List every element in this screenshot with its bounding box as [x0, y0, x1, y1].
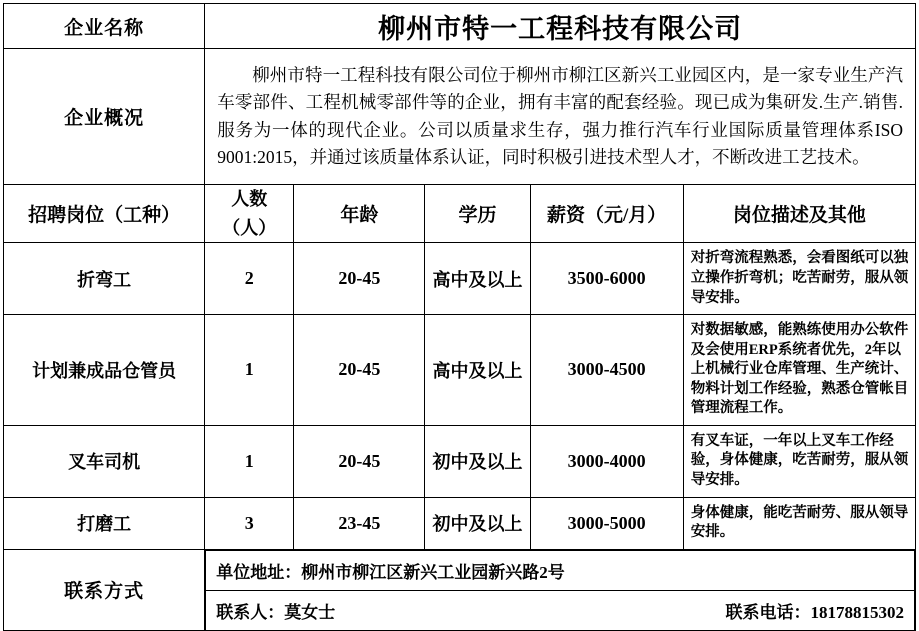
job-description-cell	[683, 315, 915, 426]
job-description-cell	[683, 425, 915, 497]
contact-address-row	[206, 550, 915, 590]
job-salary-cell	[530, 425, 683, 497]
job-count-cell	[205, 497, 294, 549]
header-position-cell	[4, 185, 205, 243]
job-position: 计划兼成品仓管员	[32, 360, 177, 381]
job-count-cell	[205, 425, 294, 497]
job-description: 身体健康，能吃苦耐劳、服从领导安排。	[690, 504, 909, 541]
job-position: 叉车司机	[68, 452, 141, 473]
company-overview-cell	[205, 49, 916, 185]
job-position-cell	[4, 315, 205, 426]
recruitment-flyer	[0, 3, 919, 622]
job-education-cell	[425, 243, 530, 315]
job-description-cell	[683, 243, 915, 315]
job-education: 高中及以上	[432, 360, 523, 381]
label-company-name-cell	[4, 4, 205, 49]
job-salary: 3000-5000	[567, 512, 646, 533]
job-count: 2	[244, 268, 254, 289]
job-count: 3	[244, 512, 254, 533]
job-education-cell	[425, 315, 530, 426]
job-description: 有叉车证，一年以上叉车工作经验，身体健康，吃苦耐劳，服从领导安排。	[690, 432, 909, 488]
job-age: 20-45	[338, 359, 381, 380]
table-row	[4, 425, 916, 497]
header-education-cell	[425, 185, 530, 243]
table-row	[4, 315, 916, 426]
job-age: 23-45	[338, 512, 381, 533]
table-header-row	[4, 185, 916, 243]
table-row-company-name	[4, 4, 916, 49]
job-salary-cell	[530, 243, 683, 315]
job-position-cell	[4, 243, 205, 315]
job-salary-cell	[530, 315, 683, 426]
job-count-cell	[205, 315, 294, 426]
job-education-cell	[425, 497, 530, 549]
table-row	[4, 243, 916, 315]
job-age-cell	[294, 425, 425, 497]
job-count-cell	[205, 243, 294, 315]
job-age-cell	[294, 315, 425, 426]
job-education-cell	[425, 425, 530, 497]
recruitment-table	[3, 3, 916, 631]
contact-person-row	[206, 590, 915, 630]
job-count: 1	[244, 450, 254, 471]
label-company-overview: 企业概况	[64, 108, 145, 129]
label-contact-cell	[4, 549, 205, 630]
job-position-cell	[4, 497, 205, 549]
label-company-name: 企业名称	[64, 17, 145, 39]
job-education: 高中及以上	[432, 269, 523, 290]
table-row	[4, 497, 916, 549]
job-age: 20-45	[338, 268, 381, 289]
job-description-cell	[683, 497, 915, 549]
job-education: 初中及以上	[432, 452, 523, 473]
label-company-overview-cell	[4, 49, 205, 185]
header-count-cell	[205, 185, 294, 243]
job-description: 对折弯流程熟悉，会看图纸可以独立操作折弯机；吃苦耐劳，服从领导安排。	[690, 250, 909, 306]
contact-cell	[205, 549, 916, 630]
job-age: 20-45	[338, 450, 381, 471]
job-age-cell	[294, 497, 425, 549]
header-description: 岗位描述及其他	[732, 205, 866, 227]
header-count-line2: （人）	[222, 217, 277, 238]
contact-address-cell	[206, 550, 915, 590]
company-name-cell	[205, 4, 916, 49]
contact-address: 单位地址：柳州市柳江区新兴工业园新兴路2号	[216, 562, 565, 582]
company-overview-text: 柳州市特一工程科技有限公司位于柳州市柳江区新兴工业园区内，是一家专业生产汽车零部件、工程机械零部件等的企业，拥有丰富的配套经验。现已成为集研发.生产.销售.服务为一体的现代企业。公司以质量求生存，强力推行汽车行业国际质量管理体系ISO 9001:2015，并通过该质量体系认证，同时积极引进技术型人才，不断改进工艺技术。	[217, 65, 903, 167]
header-age-cell	[294, 185, 425, 243]
job-position: 折弯工	[77, 269, 132, 290]
job-salary-cell	[530, 497, 683, 549]
header-age: 年龄	[340, 205, 379, 227]
table-row-contact	[4, 549, 916, 630]
job-age-cell	[294, 243, 425, 315]
contact-person-cell	[206, 590, 915, 630]
job-salary: 3500-6000	[567, 268, 646, 289]
contact-person: 联系人：莫女士	[216, 602, 336, 622]
job-salary: 3000-4500	[567, 359, 646, 380]
header-description-cell	[683, 185, 915, 243]
header-position: 招聘岗位（工种）	[28, 205, 181, 227]
job-salary: 3000-4000	[567, 450, 646, 471]
job-position-cell	[4, 425, 205, 497]
job-education: 初中及以上	[432, 514, 523, 535]
header-education: 学历	[458, 205, 497, 227]
job-position: 打磨工	[77, 514, 132, 535]
job-description: 对数据敏感，能熟练使用办公软件及会使用ERP系统者优先，2年以上机械行业仓库管理、生产统计、物料计划工作经验，熟悉仓管帐目管理流程工作。	[690, 322, 909, 417]
header-count-line1: 人数	[231, 189, 268, 209]
contact-inner-table	[205, 550, 915, 630]
header-salary: 薪资（元/月）	[547, 205, 667, 227]
table-row-company-overview	[4, 49, 916, 185]
contact-person-phone	[206, 591, 914, 630]
company-name: 柳州市特一工程科技有限公司	[378, 13, 743, 44]
label-contact: 联系方式	[64, 581, 145, 603]
contact-phone: 联系电话：18178815302	[725, 602, 904, 622]
header-salary-cell	[530, 185, 683, 243]
job-count: 1	[244, 359, 254, 380]
